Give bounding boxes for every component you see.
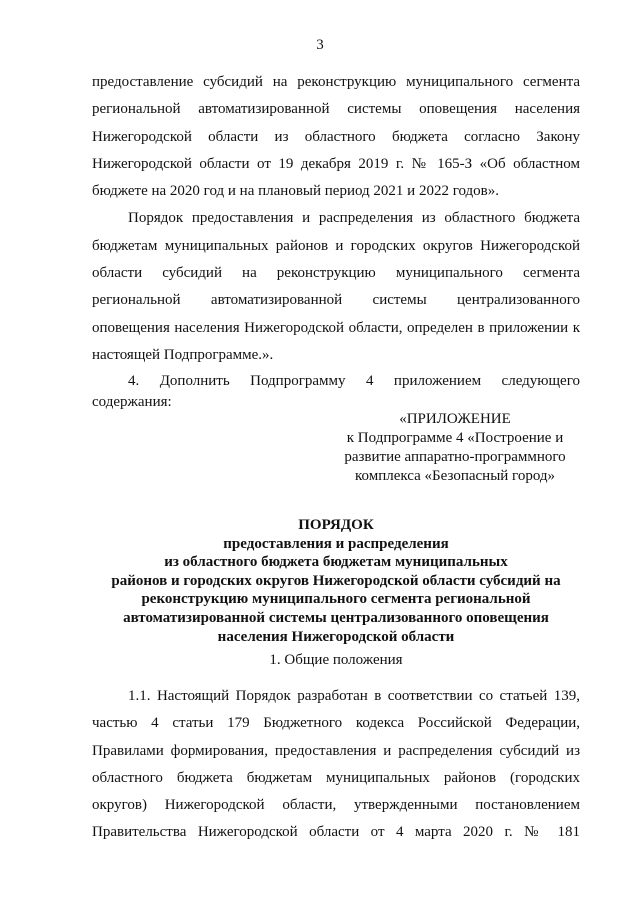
appendix-header — [330, 410, 580, 486]
section-heading: 1. Общие положения — [269, 652, 403, 668]
paragraph-general-provisions — [92, 683, 580, 847]
text-line: бюджете на 2020 год и на плановый период 2021 и 2022 годов». — [92, 183, 500, 200]
title-line: автоматизированной системы централизованного оповещения — [123, 609, 549, 626]
text-line: частью 4 статьи 179 Бюджетного кодекса Российской Федерации, — [92, 715, 580, 732]
title-line: из областного бюджета бюджетам муниципальных — [164, 554, 508, 571]
text-line: бюджетам муниципальных районов и городских округов Нижегородской — [92, 237, 580, 254]
text-line: Правилами формирования, предоставления и распределения субсидий из — [92, 742, 580, 759]
appendix-line: комплекса «Безопасный город» — [354, 468, 556, 484]
appendix-line: к Подпрограмме 4 «Построение и — [346, 430, 564, 446]
text-line: Нижегородской области от 19 декабря 2019 г. № 165-З «Об областном — [92, 155, 580, 172]
text-line: региональной автоматизированной системы централизованного — [92, 292, 580, 309]
text-line: оповещения населения Нижегородской области, определен в приложении к — [92, 319, 580, 336]
text-line: настоящей Подпрограмме.». — [92, 346, 274, 363]
text-line: Нижегородской области из областного бюджета согласно Закону — [92, 128, 580, 145]
text-line: Правительства Нижегородской области от 4 марта 2020 г. № 181 — [92, 824, 580, 841]
title-line: реконструкцию муниципального сегмента региональной — [141, 591, 531, 608]
text-line: областного бюджета бюджетам муниципальных районов (городских — [92, 769, 580, 786]
text-line: содержания: — [92, 394, 172, 411]
text-line: региональной автоматизированной системы оповещения населения — [92, 101, 580, 118]
title-line: районов и городских округов Нижегородской области субсидий на — [111, 572, 561, 589]
text-line: округов) Нижегородской области, утвержденными постановлением — [92, 797, 580, 814]
document-title — [92, 516, 580, 646]
paragraph-continuation — [92, 69, 580, 411]
page-number: 3 — [316, 37, 324, 53]
appendix-line: развитие аппаратно-программного — [344, 449, 566, 465]
text-line: 4. Дополнить Подпрограмму 4 приложением следующего — [128, 373, 580, 390]
text-line: области субсидий на реконструкцию муниципального сегмента — [92, 265, 580, 282]
title-line: ПОРЯДОК — [298, 517, 374, 533]
title-line: предоставления и распределения — [223, 535, 449, 552]
appendix-line: «ПРИЛОЖЕНИЕ — [399, 411, 511, 427]
text-line: 1.1. Настоящий Порядок разработан в соответствии со статьей 139, — [128, 688, 580, 704]
text-line: предоставление субсидий на реконструкцию муниципального сегмента — [92, 74, 580, 90]
title-line: населения Нижегородской области — [217, 628, 455, 645]
text-line: Порядок предоставления и распределения из областного бюджета — [128, 210, 580, 227]
